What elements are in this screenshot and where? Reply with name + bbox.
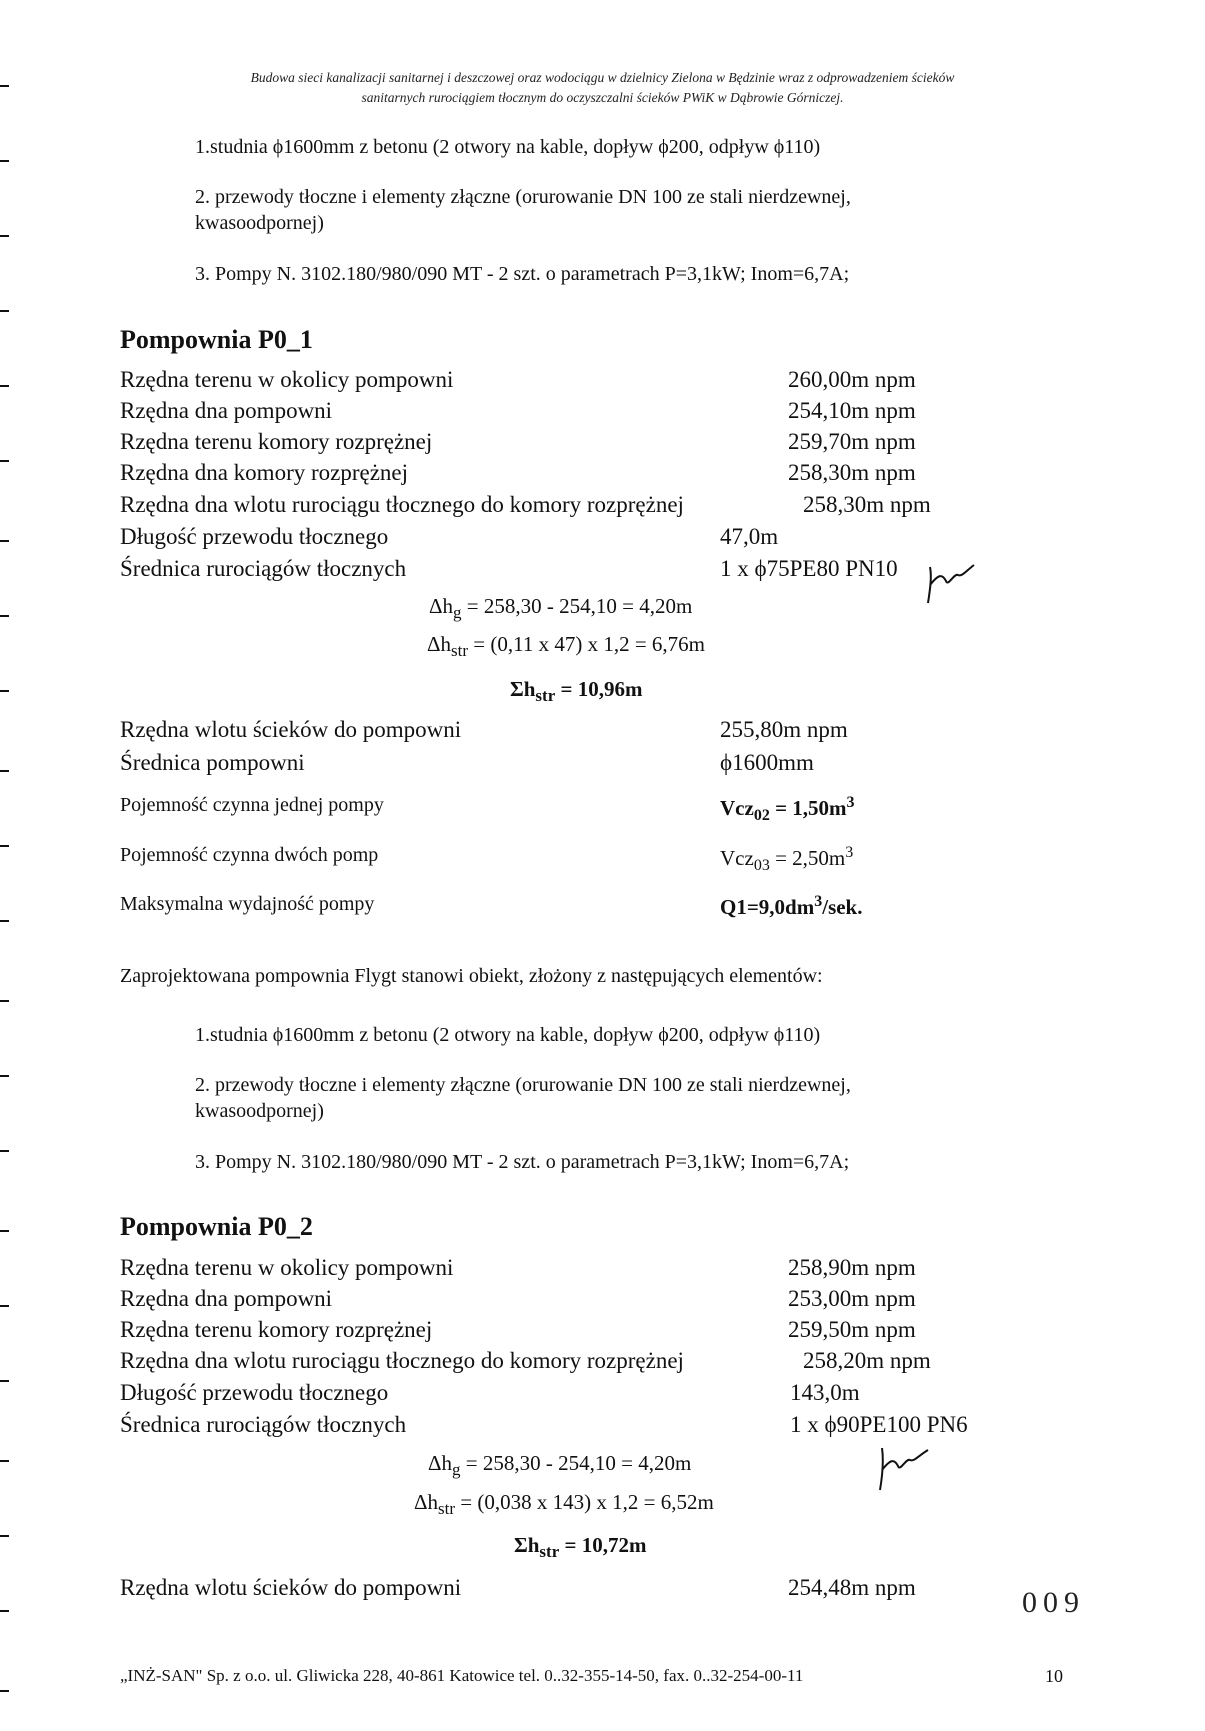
p02-row [120, 1286, 1070, 1316]
p01-capacity-two-pumps [120, 844, 1070, 874]
row-value: 258,30m npm [788, 460, 916, 485]
row-value [720, 794, 855, 825]
formula-subscript: g [452, 1460, 461, 1480]
formula-symbol: Δh [428, 1451, 453, 1475]
row-value: 47,0m [720, 524, 779, 549]
row-value: 258,30m npm [803, 492, 931, 517]
p02-row [120, 1348, 1070, 1378]
p02-row [120, 1317, 1070, 1347]
row-label: Rzędna wlotu ścieków do pompowni [120, 1575, 462, 1600]
intro-paragraph: Zaprojektowana pompownia Flygt stanowi obiekt, złożony z następujących elementów: [120, 965, 823, 987]
mid-list-item-1: 1.studnia ϕ1600mm z betonu (2 otwory na kable, dopływ ϕ200, odpływ ϕ110) [195, 1024, 821, 1046]
row-value: 143,0m [790, 1380, 860, 1405]
row-label: Średnica rurociągów tłocznych [120, 1412, 407, 1437]
row-label: Pojemność czynna dwóch pomp [120, 844, 379, 866]
row-label: Rzędna terenu w okolicy pompowni [120, 1255, 454, 1280]
row-label: Długość przewodu tłocznego [120, 1380, 389, 1405]
row-value: 259,70m npm [788, 429, 916, 454]
formula-symbol: Σh [510, 677, 536, 701]
document-footer [120, 1666, 1070, 1686]
row-value: 260,00m npm [788, 367, 916, 392]
top-list-item-1: 1.studnia ϕ1600mm z betonu (2 otwory na kable, dopływ ϕ200, odpływ ϕ110) [195, 136, 821, 158]
row-label: Pojemność czynna jednej pompy [120, 794, 384, 816]
row-value: 258,20m npm [803, 1348, 931, 1373]
row-label: Rzędna dna wlotu rurociągu tłocznego do komory rozprężnej [120, 492, 684, 517]
p01-row [120, 367, 1070, 397]
formula-expression: = 258,30 - 254,10 = 4,20m [461, 594, 693, 618]
formula-expression: = (0,11 x 47) x 1,2 = 6,76m [468, 632, 705, 656]
p02-delta-hstr [414, 1490, 714, 1519]
page-stamp-number: 009 [1022, 1586, 1085, 1619]
row-value: 254,10m npm [788, 398, 916, 423]
value-superscript: 3 [814, 893, 823, 910]
p02-delta-hg [428, 1451, 691, 1480]
row-label: Rzędna terenu w okolicy pompowni [120, 367, 454, 392]
p01-row [120, 398, 1070, 428]
row-label: Rzędna dna wlotu rurociągu tłocznego do komory rozprężnej [120, 1348, 684, 1373]
row-value: 1 x ϕ90PE100 PN6 [790, 1412, 968, 1437]
formula-subscript: str [539, 1542, 560, 1562]
value-symbol: Vcz [720, 796, 754, 820]
formula-subscript: str [535, 686, 556, 706]
row-label: Maksymalna wydajność pompy [120, 893, 375, 915]
p01-row [120, 492, 1070, 522]
row-value: 253,00m npm [788, 1286, 916, 1311]
p02-sum-hstr [514, 1533, 646, 1562]
formula-symbol: Σh [514, 1533, 540, 1557]
formula-symbol: Δh [427, 632, 452, 656]
value-symbol: Vcz [720, 846, 754, 870]
value-superscript: 3 [845, 844, 854, 861]
row-label: Rzędna terenu komory rozprężnej [120, 429, 433, 454]
document-header [120, 68, 1085, 108]
mid-list-item-3: 3. Pompy N. 3102.180/980/090 MT - 2 szt. o parametrach P=3,1kW; Inom=6,7A; [195, 1151, 850, 1173]
row-label: Rzędna wlotu ścieków do pompowni [120, 717, 462, 742]
row-value: 254,48m npm [788, 1575, 916, 1600]
header-line-2: sanitarnych rurociągiem tłocznym do oczyszczalni ścieków PWiK w Dąbrowie Górniczej. [361, 90, 844, 105]
p01-capacity-one-pump [120, 794, 1070, 824]
formula-subscript: g [453, 603, 462, 623]
page-number: 10 [1045, 1666, 1063, 1686]
formula-subscript: str [451, 641, 469, 661]
value-subscript: 03 [753, 857, 770, 875]
row-value: 259,50m npm [788, 1317, 916, 1342]
p01-row [120, 460, 1070, 490]
row-value: 1 x ϕ75PE80 PN10 [720, 556, 898, 581]
mid-list-item-2-cont: kwasoodpornej) [195, 1100, 324, 1122]
footer-company-info: „INŻ-SAN" Sp. z o.o. ul. Gliwicka 228, 40-861 Katowice tel. 0..32-355-14-50, fax. 0..32-254-00-11 [120, 1666, 804, 1685]
scan-margin-marks [0, 0, 14, 1731]
value-tail: /sek. [822, 895, 863, 919]
p01-row [120, 429, 1070, 459]
formula-symbol: Δh [414, 1490, 439, 1514]
value-subscript: 02 [753, 807, 770, 825]
row-value: 255,80m npm [720, 717, 848, 742]
value-expression: = 2,50m [769, 846, 846, 870]
p02-row [120, 1255, 1070, 1285]
value-superscript: 3 [846, 794, 855, 811]
header-line-1: Budowa sieci kanalizacji sanitarnej i deszczowej oraz wodociągu w dzielnicy Zielona w Będzinie wraz z odprowadzeniem ścieków [250, 70, 955, 85]
p01-max-pump-capacity [120, 893, 1070, 923]
row-value: ϕ1600mm [720, 750, 814, 775]
top-list-item-3: 3. Pompy N. 3102.180/980/090 MT - 2 szt. o parametrach P=3,1kW; Inom=6,7A; [195, 263, 850, 285]
formula-expression: = (0,038 x 143) x 1,2 = 6,52m [455, 1490, 714, 1514]
row-value: 258,90m npm [788, 1255, 916, 1280]
p01-sum-hstr [510, 677, 642, 706]
handwritten-signature-2 [868, 1438, 948, 1498]
row-label: Średnica pompowni [120, 750, 305, 775]
p01-delta-hg [429, 594, 692, 623]
value-expression: = 1,50m [769, 796, 847, 820]
p01-delta-hstr [427, 632, 705, 661]
p02-row [120, 1380, 1070, 1410]
formula-symbol: Δh [429, 594, 454, 618]
formula-subscript: str [438, 1499, 456, 1519]
row-value [720, 844, 853, 875]
row-label: Średnica rurociągów tłocznych [120, 556, 407, 581]
formula-expression: = 10,96m [555, 677, 643, 701]
row-label: Rzędna dna pompowni [120, 1286, 333, 1311]
top-list-item-2-cont: kwasoodpornej) [195, 212, 324, 234]
top-list-item-2: 2. przewody tłoczne i elementy złączne (orurowanie DN 100 ze stali nierdzewnej, [195, 186, 851, 208]
p01-row [120, 717, 1070, 747]
mid-list-item-2: 2. przewody tłoczne i elementy złączne (orurowanie DN 100 ze stali nierdzewnej, [195, 1074, 851, 1096]
row-value [720, 893, 863, 920]
row-label: Rzędna terenu komory rozprężnej [120, 1317, 433, 1342]
p01-row [120, 524, 1070, 554]
row-label: Długość przewodu tłocznego [120, 524, 389, 549]
handwritten-signature-1 [918, 555, 998, 615]
row-label: Rzędna dna komory rozprężnej [120, 460, 409, 485]
formula-expression: = 10,72m [559, 1533, 647, 1557]
p01-row [120, 750, 1070, 780]
section-title-p02: Pompownia P0_2 [120, 1212, 313, 1241]
formula-expression: = 258,30 - 254,10 = 4,20m [460, 1451, 692, 1475]
section-title-p01: Pompownia P0_1 [120, 325, 313, 354]
value-symbol: Q1=9,0dm [720, 895, 815, 919]
row-label: Rzędna dna pompowni [120, 398, 333, 423]
p02-row [120, 1575, 1070, 1605]
